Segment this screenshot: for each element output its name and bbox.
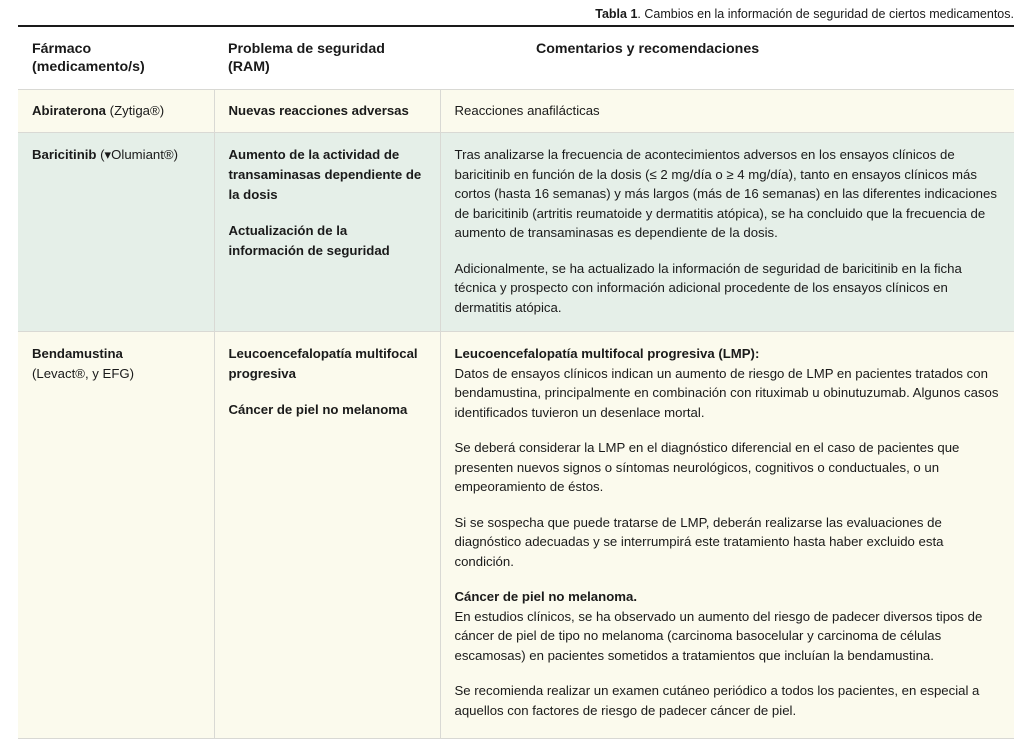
drug-brand: (Zytiga®) bbox=[106, 103, 165, 118]
cell-drug-name bbox=[18, 90, 214, 133]
drug-brand: (▾Olumiant®) bbox=[96, 147, 179, 162]
comment-paragraph bbox=[455, 145, 1001, 243]
safety-issue-item: Nuevas reacciones adversas bbox=[228, 103, 409, 118]
safety-information-table bbox=[18, 27, 1014, 739]
table-row bbox=[18, 90, 1014, 133]
comment-text: Si se sospecha que puede tratarse de LMP, deberán realizarse las evaluaciones de diagnóstico adecuadas y se interrumpirá este tratamiento hasta haber excluido esta condición. bbox=[454, 514, 944, 569]
drug-name: Bendamustina bbox=[32, 346, 123, 361]
table-caption-label: Tabla 1 bbox=[595, 7, 638, 21]
comment-text: Datos de ensayos clínicos indican un aumento de riesgo de LMP en pacientes tratados con bendamustina, principalmente en combinación con rituximab u obinutuzumab. Algunos casos identificados tuvieron un desenlace mortal. bbox=[454, 365, 999, 420]
comment-text: Adicionalmente, se ha actualizado la información de seguridad de baricitinib en la ficha técnica y prospecto con información adicional procedente de los ensayos clínicos en dermatitis atópica. bbox=[454, 260, 962, 315]
cell-drug-name bbox=[18, 133, 214, 332]
comment-paragraph bbox=[455, 681, 1001, 720]
table-container bbox=[18, 25, 1014, 739]
comment-paragraph bbox=[455, 344, 1001, 422]
table-caption-text: . Cambios en la información de seguridad de ciertos medicamentos. bbox=[637, 7, 1014, 21]
table-body bbox=[18, 90, 1014, 739]
safety-issue-item: Actualización de la información de seguridad bbox=[228, 223, 390, 258]
comment-paragraph bbox=[455, 513, 1001, 572]
drug-name: Abiraterona bbox=[32, 103, 107, 118]
table-caption bbox=[18, 6, 1014, 22]
column-header-drug: Fármaco (medicamento/s) bbox=[18, 27, 214, 90]
column-header-safety-issue: Problema de seguridad (RAM) bbox=[214, 27, 440, 90]
cell-comments bbox=[440, 90, 1014, 133]
comment-paragraph bbox=[455, 101, 1001, 121]
comment-text: En estudios clínicos, se ha observado un aumento del riesgo de padecer diversos tipos de cáncer de piel de tipo no melanoma (carcinoma basocelular y carcinoma de células escamosas) en pacientes sometidos a tratamientos que incluían la bendamustina. bbox=[454, 608, 983, 663]
cell-comments bbox=[440, 332, 1014, 739]
table-row bbox=[18, 133, 1014, 332]
column-header-comments: Comentarios y recomendaciones bbox=[440, 27, 1014, 90]
comment-paragraph bbox=[455, 587, 1001, 665]
cell-drug-name bbox=[18, 332, 214, 739]
comment-text: Se recomienda realizar un examen cutáneo periódico a todos los pacientes, en especial a aquellos con factores de riesgo de padecer cáncer de piel. bbox=[454, 683, 980, 718]
comment-paragraph bbox=[455, 438, 1001, 497]
comment-paragraph bbox=[455, 259, 1001, 318]
safety-issue-item: Leucoencefalopatía multifocal progresiva bbox=[228, 346, 418, 381]
comment-lead: Leucoencefalopatía multifocal progresiva (LMP): bbox=[454, 346, 760, 361]
comment-text: Se deberá considerar la LMP en el diagnóstico diferencial en el caso de pacientes que presenten nuevos signos o síntomas neurológicos, cognitivos o conductuales, o un empeoramiento de éstos. bbox=[454, 440, 960, 494]
table-header-row bbox=[18, 27, 1014, 90]
cell-comments bbox=[440, 133, 1014, 332]
drug-name: Baricitinib bbox=[32, 147, 97, 162]
drug-brand: (Levact®, y EFG) bbox=[32, 365, 135, 381]
comment-text: Tras analizarse la frecuencia de acontecimientos adversos en los ensayos clínicos de baricitinib en función de la dosis (≤ 2 mg/día o ≥ 4 mg/día), tanto en ensayos clínicos más cortos (hasta 16 semanas) y más largos (más de 16 semanas) en las diferentes indicaciones de baricitinib (artritis reumatoide y dermatitis atópica), se ha concluido que la frecuencia de aumento de transaminasas es dependiente de la dosis. bbox=[454, 147, 997, 240]
cell-safety-issue bbox=[214, 90, 440, 133]
table-head bbox=[18, 27, 1014, 90]
cell-safety-issue bbox=[214, 133, 440, 332]
comment-lead: Cáncer de piel no melanoma. bbox=[454, 589, 637, 604]
cell-safety-issue bbox=[214, 332, 440, 739]
safety-issue-item: Aumento de la actividad de transaminasas dependiente de la dosis bbox=[228, 147, 422, 202]
table-row bbox=[18, 332, 1014, 739]
comment-text: Reacciones anafilácticas bbox=[454, 103, 600, 118]
safety-issue-item: Cáncer de piel no melanoma bbox=[228, 402, 408, 417]
